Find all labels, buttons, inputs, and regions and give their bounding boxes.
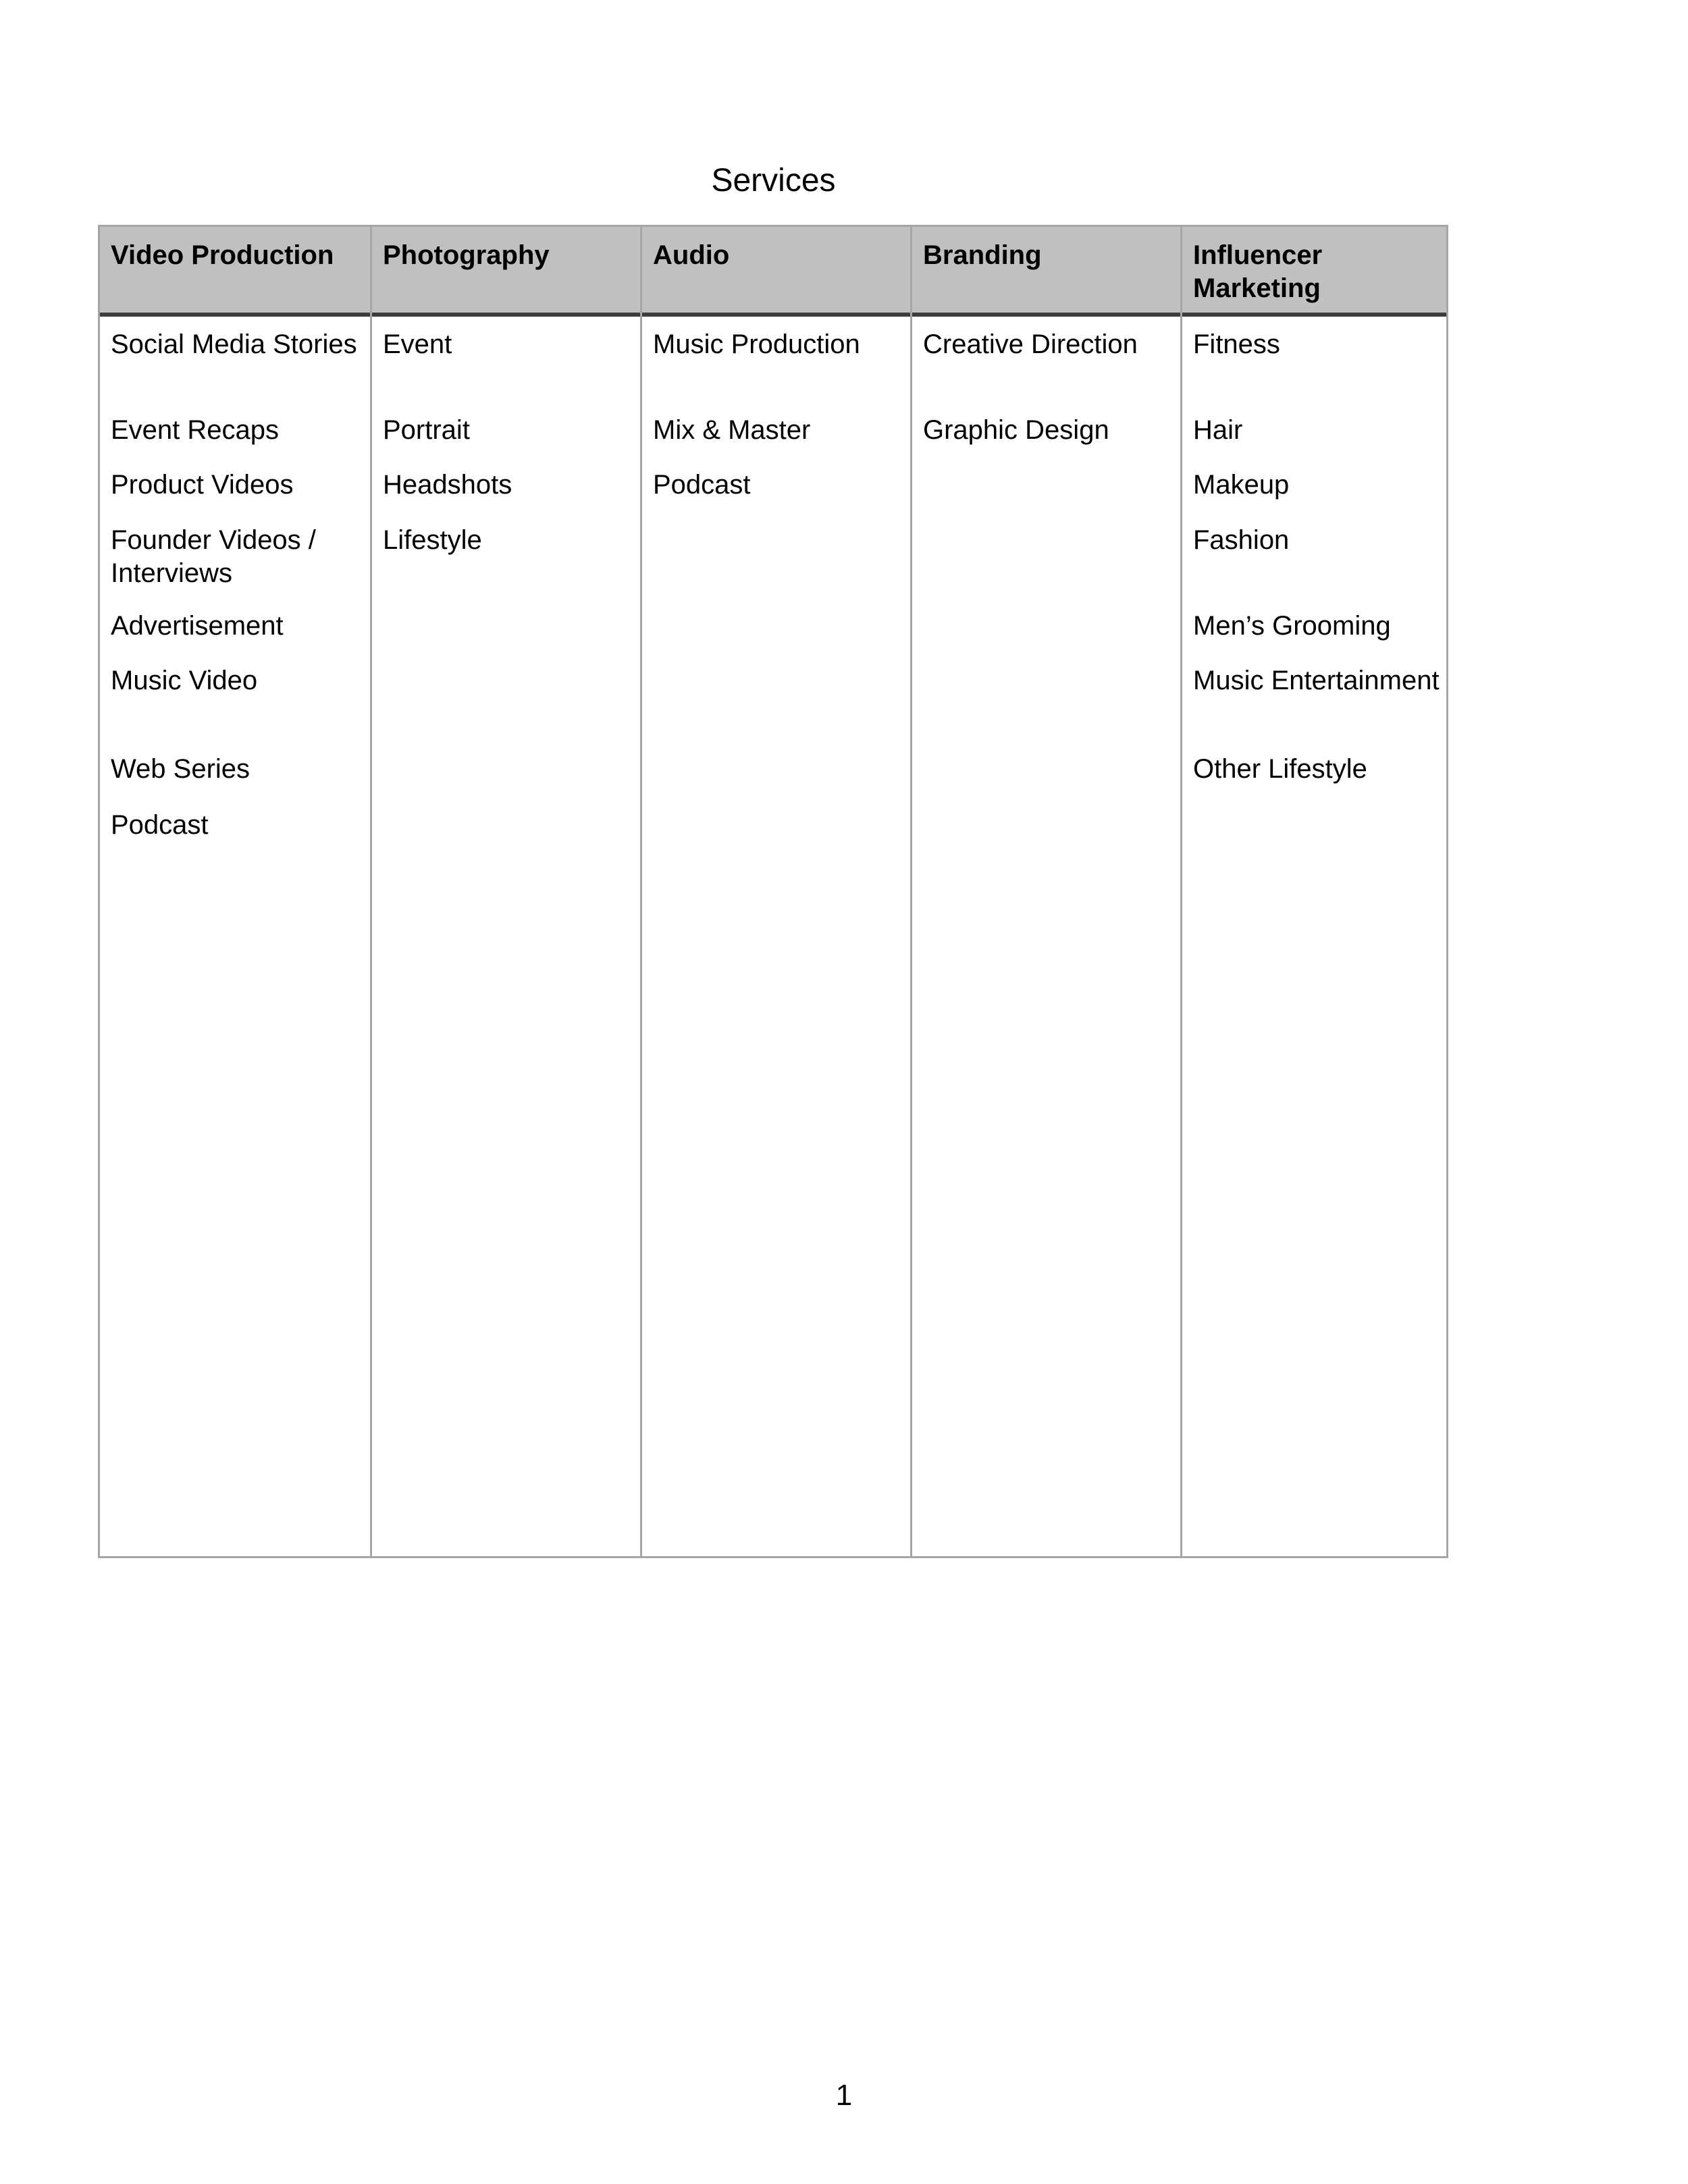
column-header: Audio (653, 240, 730, 270)
table-cell: Portrait (383, 415, 470, 445)
column-branding (910, 227, 1180, 1556)
table-cell: Hair (1193, 415, 1243, 445)
column-header: Branding (923, 240, 1042, 270)
table-cell: Makeup (1193, 470, 1290, 500)
table-cell: Advertisement (111, 611, 284, 641)
column-header: Influencer Marketing (1193, 240, 1323, 303)
table-cell: Music Entertainment (1193, 666, 1440, 695)
table-cell: Event Recaps (111, 415, 280, 445)
table-cell: Fashion (1193, 525, 1290, 555)
table-cell: Founder Videos / Interviews (111, 525, 316, 588)
table-cell: Headshots (383, 470, 512, 500)
table-cell: Other Lifestyle (1193, 754, 1367, 784)
column-influencer-marketing (1180, 227, 1450, 1556)
table-cell: Product Videos (111, 470, 294, 500)
column-header: Video Production (111, 240, 334, 270)
column-header: Photography (383, 240, 550, 270)
table-cell: Mix & Master (653, 415, 811, 445)
page-number: 1 (835, 2079, 853, 2112)
services-table (98, 225, 1448, 1558)
table-cell: Music Video (111, 666, 258, 695)
table-cell: Podcast (111, 810, 209, 840)
table-cell: Music Production (653, 329, 860, 359)
column-video-production (100, 227, 370, 1556)
table-cell: Creative Direction (923, 329, 1138, 359)
column-photography (370, 227, 640, 1556)
table-cell: Graphic Design (923, 415, 1109, 445)
page-title: Services (711, 163, 836, 198)
table-cell: Men’s Grooming (1193, 611, 1391, 641)
table-cell: Event (383, 329, 452, 359)
table-cell: Web Series (111, 754, 250, 784)
table-cell: Podcast (653, 470, 751, 500)
column-audio (640, 227, 910, 1556)
table-cell: Lifestyle (383, 525, 482, 555)
table-cell: Fitness (1193, 329, 1280, 359)
table-cell: Social Media Stories (111, 329, 357, 359)
